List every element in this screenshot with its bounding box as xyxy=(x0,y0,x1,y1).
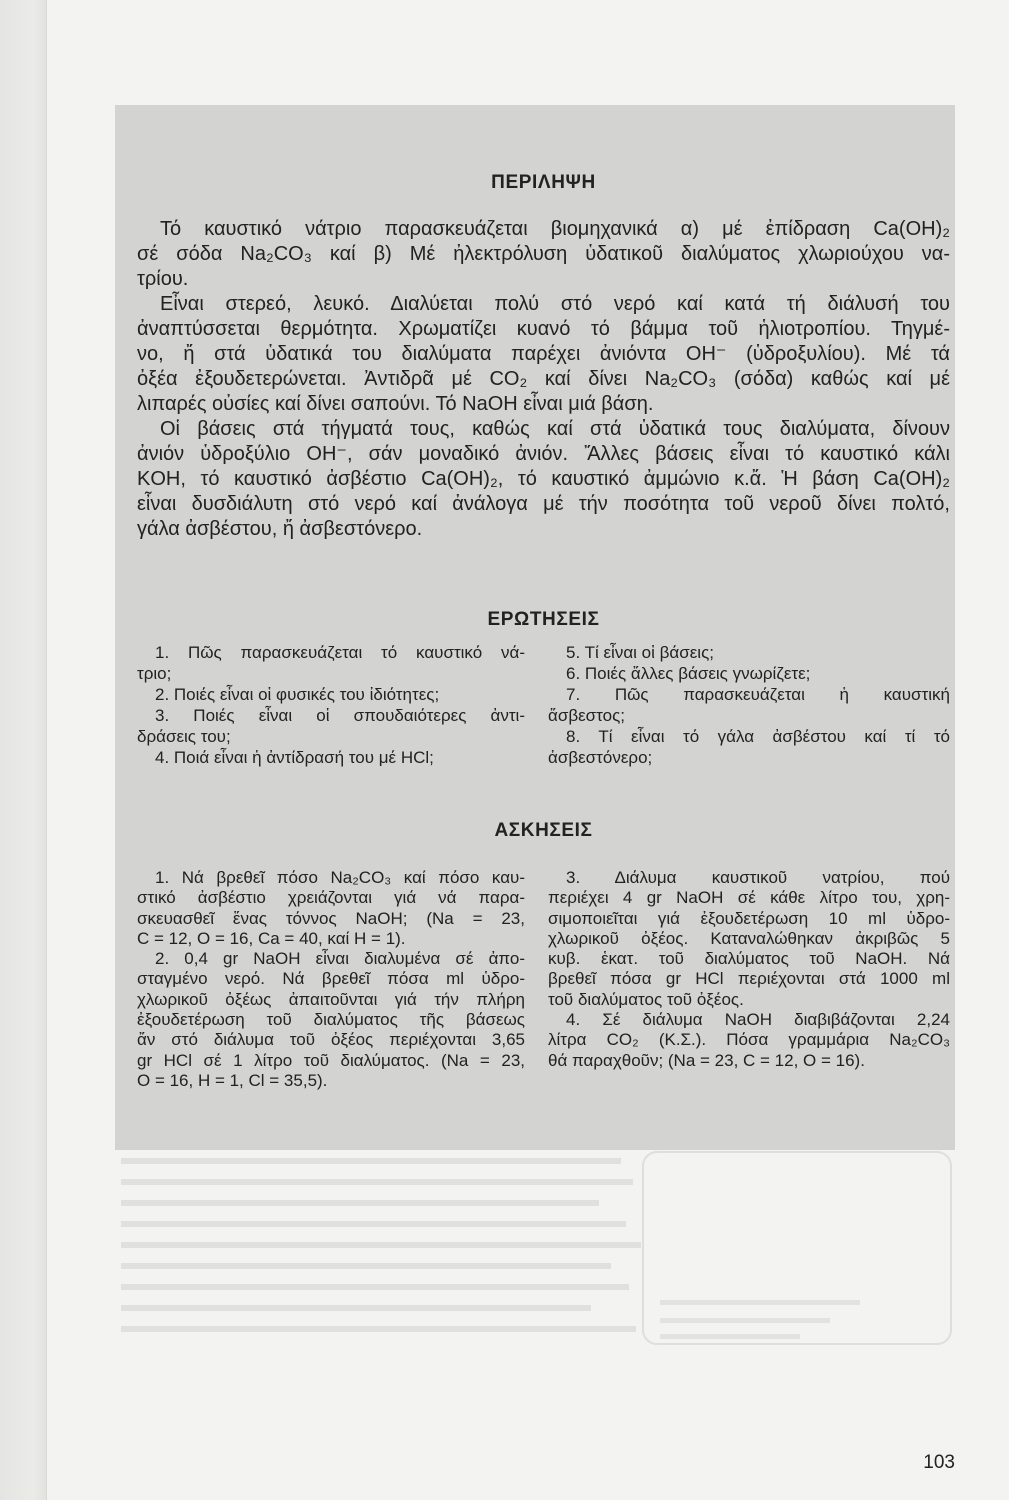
text-line: 1. Πῶς παρασκευάζεται τό καυστικό νά- xyxy=(155,643,525,662)
exercise-item xyxy=(548,1010,950,1071)
bleed-through-line xyxy=(660,1334,800,1339)
text-line: 7. Πῶς παρασκευάζεται ἡ καυστική xyxy=(566,685,950,704)
text-line: 5. Τί εἶναι οἱ βάσεις; xyxy=(566,643,714,662)
question-item xyxy=(548,663,950,684)
bleed-through-line xyxy=(121,1200,599,1206)
bleed-through-line xyxy=(121,1326,636,1332)
text-line: Εἶναι στερεό, λευκό. Διαλύεται πολύ στό νερό καί κατά τή διάλυσή του xyxy=(160,293,950,315)
question-item xyxy=(137,705,525,747)
exercise-item xyxy=(137,949,525,1091)
text-line: περιέχει 4 gr NaOH σέ κάθε λίτρο του, χρη- xyxy=(548,888,950,908)
question-item xyxy=(548,642,950,663)
bleed-through-line xyxy=(121,1305,591,1311)
summary-heading: ΠΕΡΙΛΗΨΗ xyxy=(491,172,596,193)
question-item xyxy=(548,726,950,768)
text-line: λιπαρές οὐσίες καί δίνει σαπούνι. Τό NaOH εἶναι μιά βάση. xyxy=(137,393,654,415)
exercises-right-column xyxy=(548,868,950,1071)
exercises-heading: ΑΣΚΗΣΕΙΣ xyxy=(494,820,593,841)
text-line: ἀσβεστόνερο; xyxy=(548,748,653,767)
page-number: 103 xyxy=(923,1452,955,1473)
text-line: KOH, τό καυστικό ἀσβέστιο Ca(OH)₂, τό καυστικό ἀμμώνιο κ.ἄ. Ἡ βάση Ca(OH)₂ xyxy=(137,468,950,490)
question-item xyxy=(137,684,525,705)
bleed-through-text xyxy=(115,1150,955,1350)
questions-left-column xyxy=(137,642,525,768)
bleed-through-frame xyxy=(643,1152,951,1344)
text-line: 2. Ποιές εἶναι οἱ φυσικές του ἰδιότητες; xyxy=(155,685,440,704)
text-line: 6. Ποιές ἄλλες βάσεις γνωρίζετε; xyxy=(566,664,811,683)
text-line: 2. 0,4 gr NaOH εἶναι διαλυμένα σέ ἀπο- xyxy=(155,949,525,969)
page-gutter xyxy=(0,0,47,1500)
summary-paragraph xyxy=(137,292,950,417)
exercises-left-column xyxy=(137,868,525,1091)
bleed-through-line xyxy=(660,1300,860,1305)
text-line: 1. Νά βρεθεῖ πόσο Na₂CO₃ καί πόσο καυ- xyxy=(155,868,525,887)
summary-paragraph xyxy=(137,217,950,292)
question-item xyxy=(548,684,950,726)
bleed-through-line xyxy=(121,1284,629,1290)
text-line: C = 12, O = 16, Ca = 40, καί H = 1). xyxy=(137,928,406,948)
text-line: θά παραχθοῦν; (Na = 23, C = 12, O = 16). xyxy=(548,1050,865,1070)
text-line: τοῦ διαλύματος τοῦ ὀξέος. xyxy=(548,989,744,1009)
text-line: χλωρικοῦ ὀξέως ἀπαιτοῦνται γιά τήν πλήρη xyxy=(137,989,525,1009)
text-line: σιμοποιεῖται γιά ἐξουδετέρωση 10 ml ὑδρο- xyxy=(548,908,950,928)
bleed-through-line xyxy=(121,1263,611,1269)
text-line: 3. Ποιές εἶναι οἱ σπουδαιότερες ἀντι- xyxy=(155,706,525,725)
questions-heading: ΕΡΩΤΗΣΕΙΣ xyxy=(487,609,600,630)
text-line: στικό ἀσβέστιο χρειάζονται γιά νά παρα- xyxy=(137,888,525,908)
summary-paragraph xyxy=(137,417,950,542)
exercise-item xyxy=(548,868,950,1010)
text-line: ὀξέα ἐξουδετερώνεται. Ἀντιδρᾶ μέ CO₂ καί δίνει Na₂CO₃ (σόδα) καθώς καί μέ xyxy=(137,368,950,390)
text-line: δράσεις του; xyxy=(137,727,231,746)
question-item xyxy=(137,642,525,684)
text-line: σέ σόδα Na₂CO₃ καί β) Μέ ἠλεκτρόλυση ὑδατικοῦ διαλύματος χλωριούχου να- xyxy=(137,243,950,265)
text-line: ἄσβεστος; xyxy=(548,706,626,725)
bleed-through-line xyxy=(660,1318,830,1323)
bleed-through-line xyxy=(121,1179,633,1185)
text-line: 4. Σέ διάλυμα NaOH διαβιβάζονται 2,24 xyxy=(566,1010,950,1030)
text-line: χλωρικοῦ ὀξέος. Καταναλώθηκαν ἀκριβῶς 5 xyxy=(548,928,950,948)
text-line: Τό καυστικό νάτριο παρασκευάζεται βιομηχανικά α) μέ ἐπίδραση Ca(OH)₂ xyxy=(160,218,950,240)
text-line: ἀναπτύσσεται θερμότητα. Χρωματίζει κυανό τό βάμμα τοῦ ἡλιοτροπίου. Τηγμέ- xyxy=(137,318,950,340)
text-line: βρεθεῖ πόσα gr HCl περιέχονται στά 1000 ml xyxy=(548,969,950,989)
text-line: κυβ. ἑκατ. τοῦ διαλύματος τοῦ NaOH. Νά xyxy=(548,949,950,969)
text-line: λίτρα CO₂ (Κ.Σ.). Πόσα γραμμάρια Na₂CO₃ xyxy=(548,1030,950,1050)
text-line: 8. Τί εἶναι τό γάλα ἀσβέστου καί τί τό xyxy=(566,727,950,746)
bleed-through-line xyxy=(121,1221,626,1227)
question-item xyxy=(137,747,525,768)
exercise-item xyxy=(137,868,525,949)
text-line: νο, ἤ στά ὑδατικά του διαλύματα παρέχει ἀνιόντα OH⁻ (ὑδροξυλίου). Μέ τά xyxy=(137,343,950,365)
text-line: γάλα ἀσβέστου, ἤ ἀσβεστόνερο. xyxy=(137,518,423,540)
summary-text xyxy=(137,217,950,542)
text-line: 3. Διάλυμα καυστικοῦ νατρίου, πού xyxy=(566,868,950,887)
text-line: ἐξουδετέρωση τοῦ διαλύματος τῆς βάσεως xyxy=(137,1010,525,1030)
bleed-through-lines xyxy=(121,1158,860,1339)
bleed-through-line xyxy=(121,1158,621,1164)
text-line: τριο; xyxy=(137,664,172,683)
text-line: εἶναι δυσδιάλυτη στό νερό καί ἀνάλογα μέ τήν ποσότητα τοῦ νεροῦ δίνει πολτό, xyxy=(137,493,950,515)
text-line: τρίου. xyxy=(137,268,189,290)
text-line: ἄν στό διάλυμα τοῦ ὀξέος περιέχονται 3,65 xyxy=(137,1030,525,1050)
text-line: 4. Ποιά εἶναι ἡ ἀντίδρασή του μέ HCl; xyxy=(155,748,434,767)
text-line: σταγμένο νερό. Νά βρεθεῖ πόσα ml ὑδρο- xyxy=(137,969,525,989)
text-line: gr HCl σέ 1 λίτρο τοῦ διαλύματος. (Na = 23, xyxy=(137,1050,525,1070)
text-line: ἀνιόν ὑδροξύλιο OH⁻, σάν μοναδικό ἀνιόν. Ἄλλες βάσεις εἶναι τό καυστικό κάλι xyxy=(137,443,950,465)
questions-right-column xyxy=(548,642,950,768)
text-line: O = 16, H = 1, Cl = 35,5). xyxy=(137,1070,328,1090)
text-line: σκευασθεῖ ἕνας τόννος NaOH; (Na = 23, xyxy=(137,908,525,928)
text-line: Οἱ βάσεις στά τήγματά τους, καθώς καί στά ὑδατικά τους διαλύματα, δίνουν xyxy=(160,418,950,440)
bleed-through-line xyxy=(121,1242,641,1248)
